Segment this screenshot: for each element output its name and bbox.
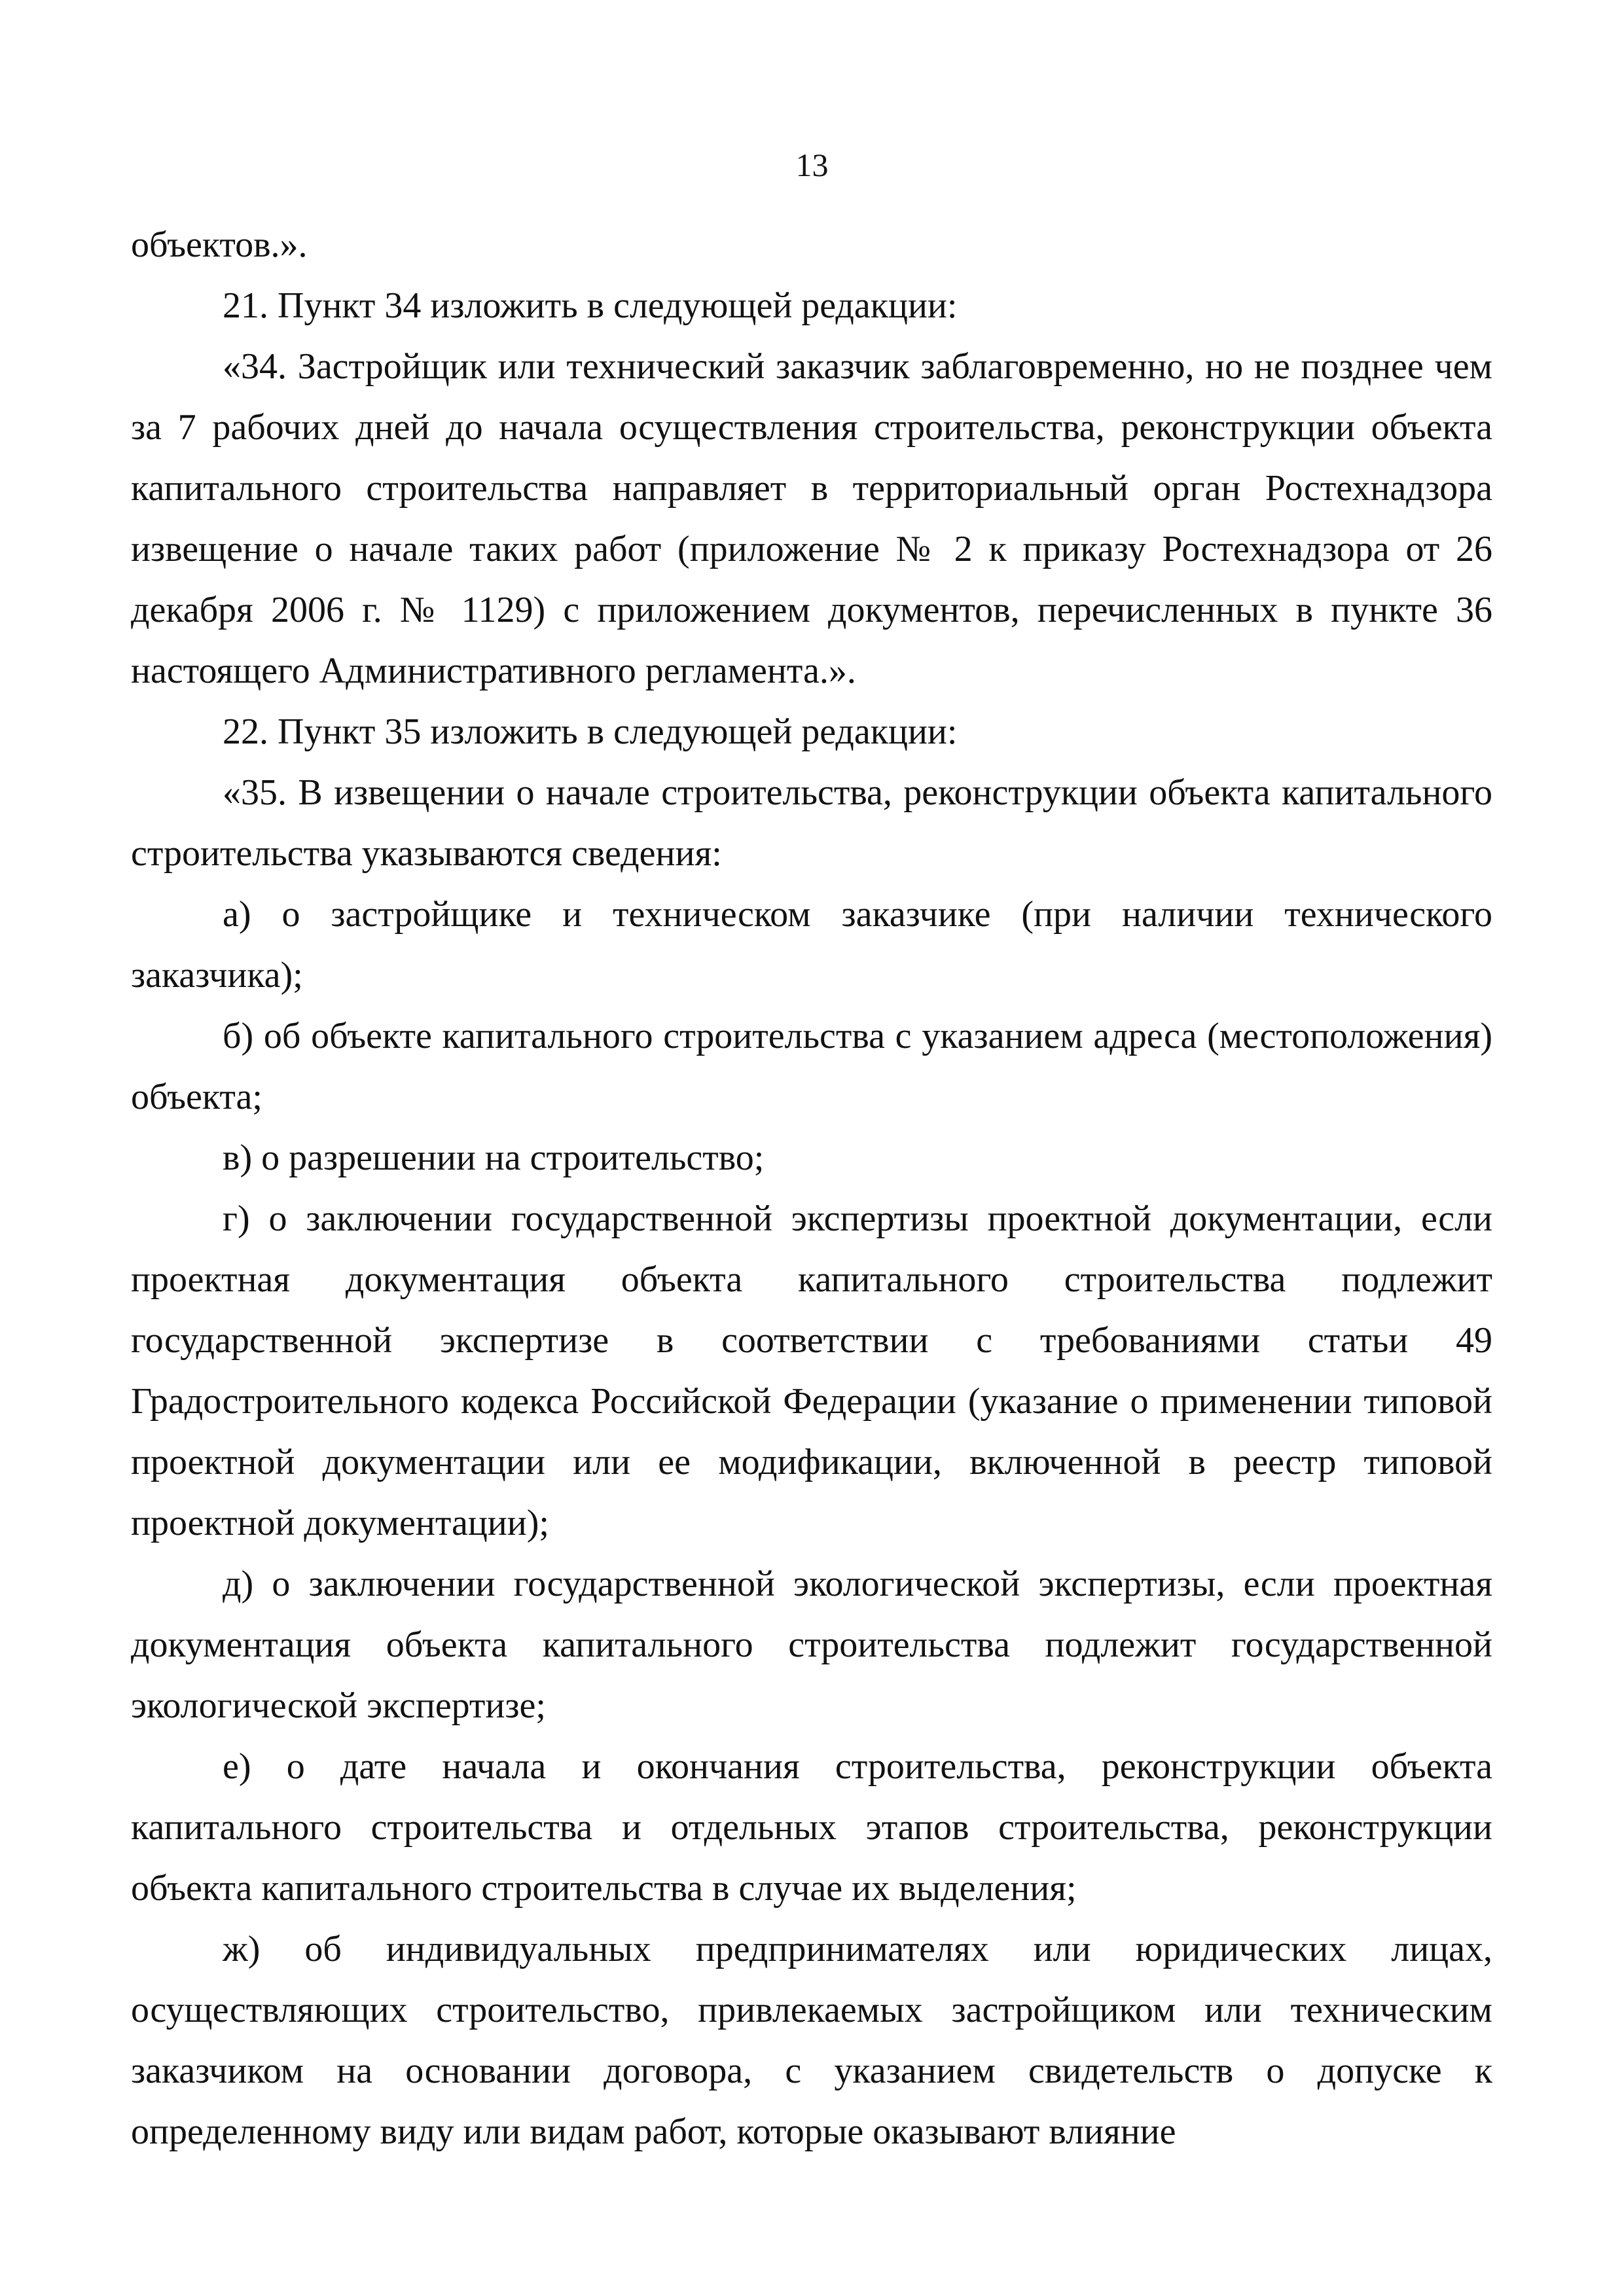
paragraph: е) о дате начала и окончания строительства, реконструкции объекта капитального строительства и отдельных этапов строительства, реконструкции объекта капитального строительства в случае их выделения; xyxy=(131,1746,1492,1909)
document-body xyxy=(131,215,1492,2162)
paragraph: а) о застройщике и техническом заказчике (при наличии технического заказчика); xyxy=(131,894,1492,996)
page-number: 13 xyxy=(795,147,829,183)
paragraph: «35. В извещении о начале строительства, реконструкции объекта капитального строительства указываются сведения: xyxy=(131,772,1492,874)
paragraph: г) о заключении государственной экспертизы проектной документации, если проектная документация объекта капитального строительства подлежит государственной экспертизе в соответствии с требованиями статьи 49 Градостроительного кодекса Российской Федерации (указание о применении типовой проектной документации или ее модификации, включенной в реестр типовой проектной документации); xyxy=(131,1198,1492,1543)
paragraph: в) о разрешении на строительство; xyxy=(223,1138,765,1178)
paragraph: «34. Застройщик или технический заказчик заблаговременно, но не позднее чем за 7 рабочих дней до начала осуществления строительства, реконструкции объекта капитального строительства направляет в территориальный орган Ростехнадзора извещение о начале таких работ (приложение № 2 к приказу Ростехнадзора от 26 декабря 2006 г. № 1129) с приложением документов, перечисленных в пункте 36 настоящего Административного регламента.». xyxy=(131,346,1492,691)
paragraph: д) о заключении государственной экологической экспертизы, если проектная документация объекта капитального строительства подлежит государственной экологической экспертизе; xyxy=(131,1564,1492,1726)
paragraph: ж) об индивидуальных предпринимателях или юридических лицах, осуществляющих строительство, привлекаемых застройщиком или техническим заказчиком на основании договора, с указанием свидетельств о допуске к определенному виду или видам работ, которые оказывают влияние xyxy=(131,1929,1492,2152)
paragraph: 21. Пункт 34 изложить в следующей редакции: xyxy=(223,285,958,326)
paragraph: 22. Пункт 35 изложить в следующей редакции: xyxy=(223,711,958,752)
paragraph: объектов.». xyxy=(131,224,308,265)
paragraph: б) об объекте капитального строительства с указанием адреса (местоположения) объекта; xyxy=(131,1016,1492,1117)
